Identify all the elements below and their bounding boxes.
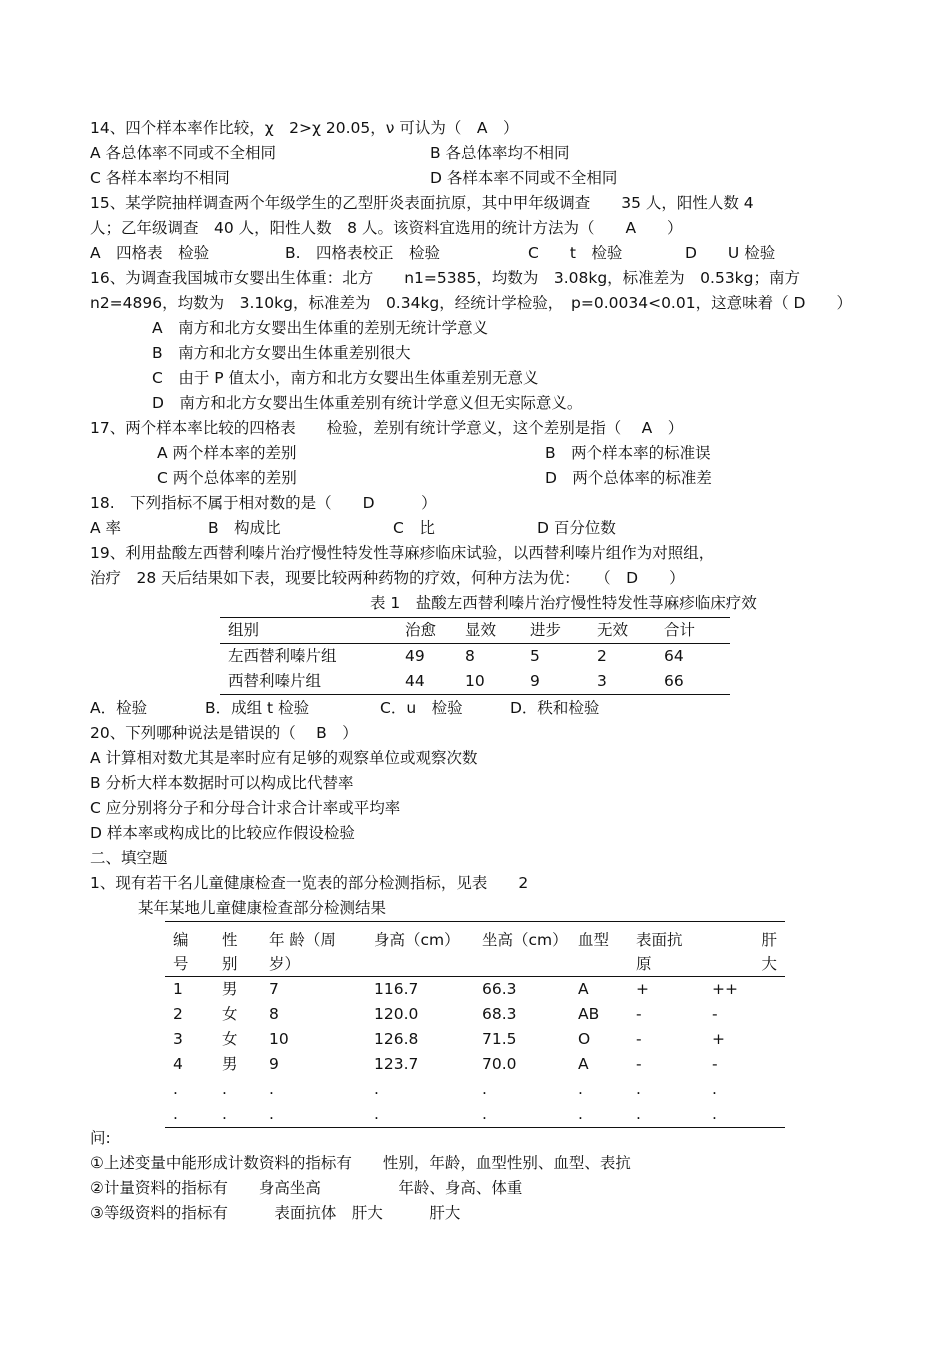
cell: 左西替利嗪片组	[228, 646, 337, 665]
section-title: 二、填空题	[90, 849, 168, 867]
cell: .	[636, 1080, 641, 1098]
cell: 10	[465, 669, 530, 695]
cell: 9	[530, 669, 597, 695]
q15-option-c: C t 检验	[528, 244, 623, 262]
cell: .	[374, 1080, 379, 1098]
q16-line1: 16、为调查我国城市女婴出生体重：北方 n1=5385，均数为 3.08kg，标准差为 0.53kg；南方	[90, 269, 800, 287]
cell: 123.7	[374, 1055, 419, 1073]
table-row	[165, 1102, 785, 1128]
q19-option-a: A．检验	[90, 699, 148, 717]
q15-option-b: B. 四格表校正 检验	[285, 244, 441, 262]
q17-option-d: D 两个总体率的标准差	[545, 469, 712, 487]
table-row	[165, 1052, 785, 1077]
cell: .	[269, 1102, 374, 1128]
cell: A	[578, 1055, 589, 1073]
q20-stem: 20、下列哪种说法是错误的（ B ）	[90, 724, 358, 742]
q14-option-c: C 各样本率均不相同	[90, 169, 230, 187]
health-check-table	[165, 921, 785, 1128]
header-improved: 进步	[530, 618, 597, 644]
q19-line2: 治疗 28 天后结果如下表，现要比较两种药物的疗效，何种方法为优： （ D ）	[90, 569, 685, 587]
header-id: 编 号	[165, 922, 222, 977]
header-group: 组别	[220, 618, 405, 644]
cell: 8	[269, 1005, 279, 1023]
cell: 3	[173, 1030, 183, 1048]
q20-option-d: D 样本率或构成比的比较应作假设检验	[90, 824, 355, 842]
header-ineffective: 无效	[597, 618, 664, 644]
q19-option-c: C．u 检验	[380, 699, 463, 717]
cell: 4	[173, 1055, 183, 1073]
fill-q1-stem: 1、现有若干名儿童健康检查一览表的部分检测指标，见表 2	[90, 874, 529, 892]
header-sitting-height: 坐高（cm）	[482, 922, 578, 977]
header-liver: 肝 大	[712, 922, 785, 977]
cell: .	[712, 1102, 785, 1128]
answer-measure-data: ②计量资料的指标有 身高坐高 年龄、身高、体重	[90, 1179, 523, 1197]
header-sex: 性 别	[222, 922, 269, 977]
cell: .	[222, 1102, 269, 1128]
q18-option-b: B 构成比	[208, 519, 281, 537]
q18-option-a: A 率	[90, 519, 122, 537]
cell: .	[173, 1080, 178, 1098]
cell: .	[374, 1102, 482, 1128]
q20-option-a: A 计算相对数尤其是率时应有足够的观察单位或观察次数	[90, 749, 478, 767]
q19-table-caption: 表 1 盐酸左西替利嗪片治疗慢性特发性荨麻疹临床疗效	[370, 594, 757, 612]
header-cured: 治愈	[405, 618, 465, 644]
health-table-caption: 某年某地儿童健康检查部分检测结果	[138, 899, 387, 917]
q15-option-a: A 四格表 检验	[90, 244, 210, 262]
cell: 8	[465, 646, 475, 665]
q16-option-b: B 南方和北方女婴出生体重差别很大	[152, 344, 411, 362]
header-age: 年 龄（周 岁）	[269, 922, 374, 977]
cell: ++	[712, 980, 738, 998]
cell: 5	[530, 646, 540, 665]
q18-option-d: D 百分位数	[537, 519, 616, 537]
q17-option-b: B 两个样本率的标准误	[545, 444, 711, 462]
cell: -	[636, 1005, 642, 1023]
cell: +	[636, 980, 649, 998]
cell: .	[222, 1080, 227, 1098]
cell: +	[712, 1030, 725, 1048]
cell: .	[269, 1080, 274, 1098]
cell: 66	[664, 669, 730, 695]
q15-option-d: D U 检验	[685, 244, 776, 262]
cell: O	[578, 1030, 591, 1048]
q15-line1: 15、某学院抽样调查两个年级学生的乙型肝炎表面抗原，其中甲年级调查 35 人，阳性人数 4	[90, 194, 754, 212]
cell: 7	[269, 980, 279, 998]
table-header-row	[165, 922, 785, 977]
q18-option-c: C 比	[393, 519, 435, 537]
cell: 44	[405, 669, 465, 695]
table-row	[220, 644, 730, 670]
cell: .	[482, 1102, 578, 1128]
cell: 49	[405, 646, 425, 665]
cell: -	[712, 1005, 718, 1023]
cell: 10	[269, 1030, 289, 1048]
q16-option-d: D 南方和北方女婴出生体重差别有统计学意义但无实际意义。	[152, 394, 583, 412]
cell: .	[712, 1080, 717, 1098]
cell: -	[636, 1030, 642, 1048]
cell: AB	[578, 1005, 600, 1023]
cell: 120.0	[374, 1005, 419, 1023]
cell: 男	[222, 1055, 238, 1073]
header-height: 身高（cm）	[374, 922, 482, 977]
table-row	[165, 1002, 785, 1027]
cell: 9	[269, 1055, 279, 1073]
q16-option-a: A 南方和北方女婴出生体重的差别无统计学意义	[152, 319, 489, 337]
q17-option-c: C 两个总体率的差别	[157, 469, 297, 487]
cell: 3	[597, 669, 664, 695]
q14-option-b: B 各总体率均不相同	[430, 144, 570, 162]
cell: 西替利嗪片组	[220, 669, 405, 695]
cell: .	[482, 1080, 487, 1098]
cell: 64	[664, 646, 684, 665]
cell: 126.8	[374, 1030, 419, 1048]
q20-option-c: C 应分别将分子和分母合计求合计率或平均率	[90, 799, 401, 817]
q18-stem: 18. 下列指标不属于相对数的是（ D ）	[90, 494, 437, 512]
header-marked: 显效	[465, 618, 530, 644]
q20-option-b: B 分析大样本数据时可以构成比代替率	[90, 774, 354, 792]
cell: .	[165, 1102, 222, 1128]
q19-line1: 19、利用盐酸左西替利嗪片治疗慢性特发性荨麻疹临床试验，以西替利嗪片组作为对照组，	[90, 544, 715, 562]
table-row	[165, 1027, 785, 1052]
header-surface-antigen: 表面抗 原	[636, 922, 712, 977]
q17-stem: 17、两个样本率比较的四格表 检验，差别有统计学意义，这个差别是指（ A ）	[90, 419, 684, 437]
q19-option-d: D．秩和检验	[510, 699, 600, 717]
cell: .	[636, 1102, 712, 1128]
header-blood-type: 血型	[578, 922, 636, 977]
cell: 女	[222, 1030, 238, 1048]
q14-stem: 14、四个样本率作比较，χ 2>χ 20.05，ν 可认为（ A ）	[90, 119, 519, 137]
answer-ordinal-data: ③等级资料的指标有 表面抗体 肝大 肝大	[90, 1204, 461, 1222]
cell: A	[578, 980, 589, 998]
table-row	[220, 669, 730, 695]
q19-efficacy-table	[220, 617, 730, 695]
table-row	[165, 977, 785, 1003]
q16-option-c: C 由于 P 值太小，南方和北方女婴出生体重差别无意义	[152, 369, 539, 387]
cell: .	[578, 1080, 583, 1098]
cell: 70.0	[482, 1055, 517, 1073]
cell: 68.3	[482, 1005, 517, 1023]
cell: 71.5	[482, 1030, 517, 1048]
q14-option-d: D 各样本率不同或不全相同	[430, 169, 618, 187]
answer-count-data: ①上述变量中能形成计数资料的指标有 性别，年龄，血型性别、血型、表抗	[90, 1154, 631, 1172]
cell: 2	[173, 1005, 183, 1023]
cell: 2	[597, 646, 607, 665]
table-row	[165, 1077, 785, 1102]
cell: -	[636, 1055, 642, 1073]
cell: 1	[173, 980, 183, 998]
q19-option-b: B．成组 t 检验	[205, 699, 310, 717]
q17-option-a: A 两个样本率的差别	[157, 444, 297, 462]
cell: 66.3	[482, 980, 517, 998]
cell: -	[712, 1055, 718, 1073]
q14-option-a: A 各总体率不同或不全相同	[90, 144, 277, 162]
cell: .	[578, 1102, 636, 1128]
cell: 116.7	[374, 980, 419, 998]
ask-label: 问:	[90, 1129, 111, 1147]
header-total: 合计	[664, 618, 730, 644]
q15-line2: 人；乙年级调查 40 人，阳性人数 8 人。该资料宜选用的统计方法为（ A ）	[90, 219, 683, 237]
cell: 男	[222, 980, 238, 998]
cell: 女	[222, 1005, 238, 1023]
q16-line2: n2=4896，均数为 3.10kg，标准差为 0.34kg，经统计学检验， p=0.0034<0.01，这意味着（ D ）	[90, 294, 852, 312]
table-header-row	[220, 618, 730, 644]
